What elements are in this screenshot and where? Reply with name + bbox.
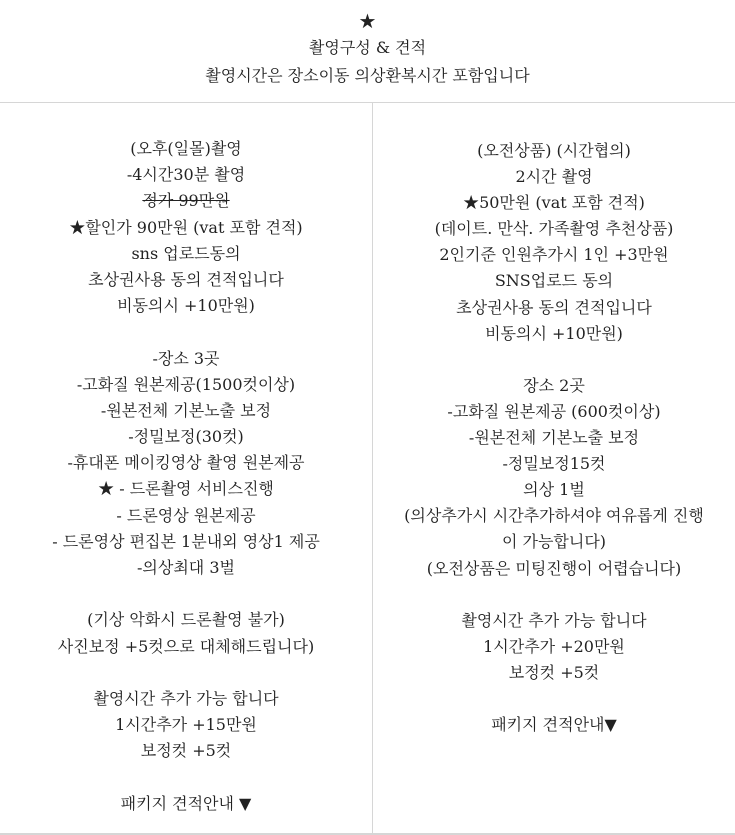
afternoon-package-line: 촬영시간 추가 가능 합니다 — [93, 688, 279, 708]
afternoon-package-spacer — [0, 765, 372, 791]
afternoon-package-line: - 드론영상 원본제공 — [116, 505, 256, 525]
section-title: 촬영구성 & 견적 — [308, 38, 427, 57]
afternoon-package-line: ★ - 드론촬영 서비스진행 — [98, 479, 274, 499]
star-icon: ★ — [358, 9, 377, 33]
afternoon-package-spacer — [0, 319, 372, 345]
afternoon-package-line: -원본전체 기본노출 보정 — [100, 400, 272, 420]
morning-package-line: (오전상품) (시간협의) — [477, 141, 631, 160]
afternoon-package-line: 1시간추가 +15만원 — [115, 715, 257, 735]
afternoon-package-line: 패키지 견적안내 ▼ — [120, 793, 252, 813]
morning-package-line: 촬영시간 추가 가능 합니다 — [461, 610, 647, 630]
morning-package-line: 초상권사용 동의 견적입니다 — [456, 297, 652, 317]
morning-package-line: 장소 2곳 — [523, 375, 585, 395]
afternoon-package-spacer — [0, 660, 372, 686]
pricing-header — [0, 0, 735, 102]
afternoon-package-column — [0, 136, 372, 817]
top-divider — [0, 102, 735, 103]
afternoon-package-original-price: 정가 99만원 — [142, 191, 230, 211]
afternoon-package-line: 비동의시 +10만원) — [117, 296, 255, 316]
afternoon-package-line: ★할인가 90만원 (vat 포함 견적) — [69, 217, 303, 237]
afternoon-package-line: sns 업로드동의 — [131, 243, 241, 263]
morning-package-line: 패키지 견적안내▼ — [491, 715, 617, 735]
section-subtitle: 촬영시간은 장소이동 의상환복시간 포함입니다 — [205, 66, 530, 85]
morning-package-line: -원본전체 기본노출 보정 — [468, 428, 640, 448]
morning-package-line: 의상 1벌 — [523, 480, 585, 500]
morning-package-line: 비동의시 +10만원) — [485, 323, 623, 343]
afternoon-package-line: 초상권사용 동의 견적입니다 — [88, 269, 284, 289]
morning-package-column — [373, 138, 735, 738]
morning-package-line: 2시간 촬영 — [515, 167, 593, 187]
afternoon-package-line: - 드론영상 편집본 1분내외 영상1 제공 — [52, 531, 320, 551]
morning-package-line: -정밀보정15컷 — [502, 454, 606, 474]
morning-package-line: 2인기준 인원추가시 1인 +3만원 — [439, 245, 669, 265]
afternoon-package-line: 사진보정 +5컷으로 대체해드립니다) — [57, 636, 315, 656]
morning-package-line: (의상추가시 시간추가하셔야 여유롭게 진행 — [404, 506, 704, 526]
afternoon-package-line: -정밀보정(30컷) — [128, 427, 244, 447]
morning-package-spacer — [373, 582, 735, 608]
morning-package-spacer — [373, 347, 735, 373]
morning-package-line: 보정컷 +5컷 — [508, 662, 600, 682]
morning-package-line: 이 가능합니다) — [501, 532, 607, 552]
afternoon-package-spacer — [0, 581, 372, 607]
morning-package-line: -고화질 원본제공 (600컷이상) — [447, 401, 661, 421]
afternoon-package-line: (오후(일몰)촬영 — [130, 139, 242, 158]
morning-package-line: (오전상품은 미팅진행이 어렵습니다) — [426, 558, 682, 578]
afternoon-package-line: -4시간30분 촬영 — [126, 165, 246, 185]
morning-package-line: SNS업로드 동의 — [494, 271, 614, 291]
afternoon-package-line: 보정컷 +5컷 — [140, 741, 232, 761]
afternoon-package-line: -휴대폰 메이킹영상 촬영 원본제공 — [67, 453, 305, 473]
morning-package-spacer — [373, 686, 735, 712]
afternoon-package-line: -고화질 원본제공(1500컷이상) — [76, 374, 296, 394]
morning-package-line: (데이트. 만삭. 가족촬영 추천상품) — [434, 219, 674, 239]
morning-package-line: ★50만원 (vat 포함 견적) — [463, 193, 645, 213]
morning-package-line: 1시간추가 +20만원 — [483, 636, 625, 656]
afternoon-package-line: -의상최대 3벌 — [137, 558, 235, 577]
afternoon-package-line: (기상 악화시 드론촬영 불가) — [87, 610, 285, 630]
afternoon-package-line: -장소 3곳 — [152, 348, 220, 368]
